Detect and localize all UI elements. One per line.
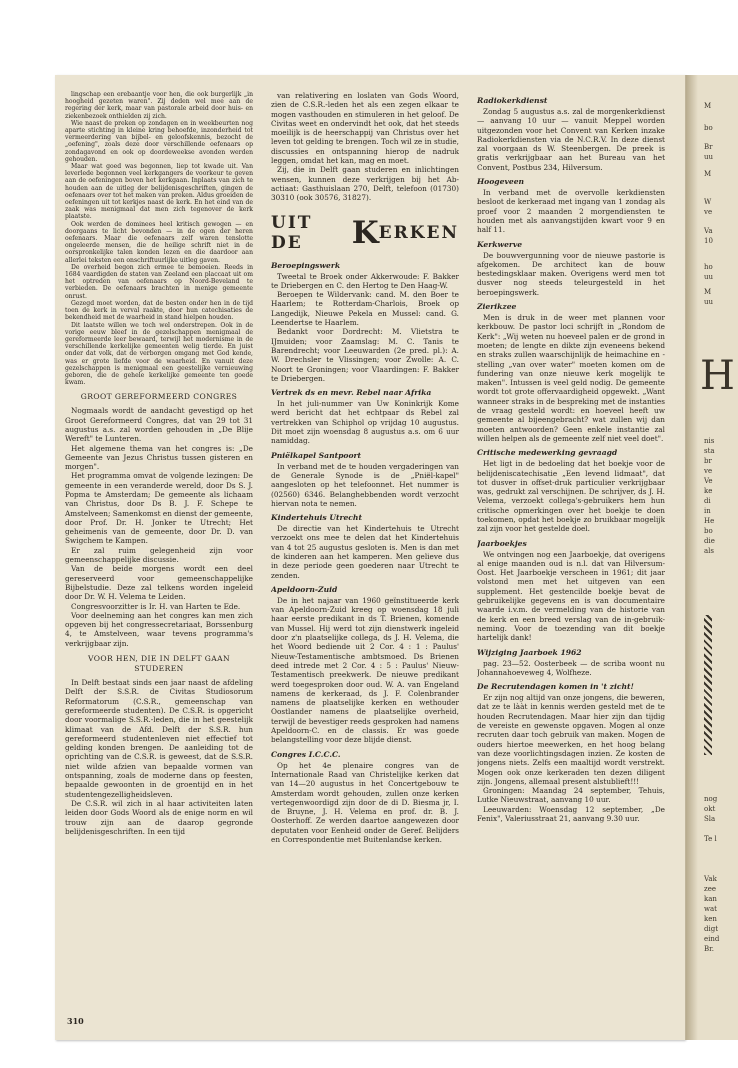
adjacent-text-fragment: He <box>704 517 715 525</box>
section-heading: Kerkwerve <box>477 239 523 249</box>
section-heading: Pniëlkapel Santpoort <box>271 450 362 460</box>
banner-initial: K <box>351 214 379 251</box>
paragraph: Nogmaals wordt de aandacht gevestigd op het Groot Gereformeerd Congres, dat van 29 tot 31 augustus a.s. zal worden gehouden in „De Blije Wereft" te Lunteren. <box>65 406 253 444</box>
studeren-article <box>65 678 253 836</box>
vertrek-article <box>271 399 459 445</box>
banner-prefix: UIT DE <box>271 212 313 253</box>
kindertehuis-article <box>271 524 459 580</box>
paragraph: In verband met de overvolle kerkdiensten besloot de kerkeraad met ingang van 1 zondag als proef voor 2 maanden 2 morgendiensten te houden met als aanvangstijden kwart voor 9 en half 11. <box>477 188 665 235</box>
paragraph: lingschap een erebaantje voor hen, die ook burgerlijk „in hoogheid gezeten waren". Zij deden wel mee aan de regering der kerk, maar van pastorale arbeid door huis- en ziekenbezoek onthielden zij zich. <box>65 91 253 120</box>
paragraph: van relativering en loslaten van Gods Woord, zien de C.S.R.-leden het als een zegen elkaar te mogen vasthouden en stimuleren in het geloof. De Civitas weet en ondervindt het ook, dat het steeds moeilijk is de heerschappij van Christus over het leven tot gelding te brengen. Toch wil ze in studie, discussies en ontspanning hierop de nadruk leggen, omdat het kan, mag en moet. <box>271 91 459 166</box>
adjacent-text-fragment: Sla <box>704 815 716 823</box>
adjacent-text-fragment: okt <box>704 805 716 813</box>
uit-de-kerken-banner <box>271 213 459 253</box>
paragraph: Groningen: Maandag 24 september, Tehuis, Lutke Nieuwstraat, aanvang 10 uur. <box>477 786 665 805</box>
paragraph: De C.S.R. wil zich in al haar activiteiten laten leiden door Gods Woord als de enige norm en wil trouw zijn aan de daarop gegronde belijdenisgeschriften. In een tijd <box>65 798 253 836</box>
paragraph: Het ligt in de bedoeling dat het boekje voor de belijdeniscatechisatie „Een levend lidmaat", dat tot dusver in offset-druk particulier verkrijgbaar was, gedrukt zal verschijnen. De schrijver, ds J. H. Velema, verzoekt collega's-gebruikers hem hun critische opmerkingen over het boekje te doen toekomen, opdat het boekje zo bruikbaar mogelijk zal zijn voor het gestelde doel. <box>477 459 665 534</box>
section-heading: Radiokerkdienst <box>477 96 548 105</box>
section-heading: Vertrek ds en mevr. Rebel naar Afrika <box>271 388 432 398</box>
paragraph: Het algemene thema van het congres is: „De Gemeente van Jezus Christus tussen gisteren en morgen". <box>65 443 253 472</box>
paragraph: Er zal ruim gelegenheid zijn voor gemeenschappelijke discussie. <box>65 545 253 565</box>
hoogeveen-article <box>477 188 665 234</box>
adjacent-text-fragment: ve <box>704 467 713 475</box>
paragraph: De directie van het Kindertehuis te Utrecht verzoekt ons mee te delen dat het Kindertehuis van 4 tot 25 augustus gesloten is. Men is dan met de kinderen aan het kamperen. Men gelieve dus in deze periode geen goederen naar Utrecht te zenden. <box>271 524 459 580</box>
apeldoorn-article <box>271 596 459 745</box>
section-heading: Zierikzee <box>477 302 517 312</box>
intro-article <box>65 91 253 386</box>
kerkwerve-article <box>477 251 665 297</box>
adjacent-page-edge <box>685 75 738 1040</box>
paragraph: Wie naast de preken op zondagen en in weekbeurten nog aparte stichting in kleine kring behoefde, inzonderheid tot vermeerdering van bijbel- en geloofskennis, bezocht de „oefening", zoals deze door verschillende oefenaars op zondagavond en ook op doordeweekse avonden werden gehouden. <box>65 119 253 163</box>
paragraph: Er zijn nog altijd van onze jongens, die beweren, dat ze te lààt in kennis werden gesteld met de te houden Recrutendagen. Maar hier zijn dan tijdig de vereiste en gewenste opgaven. Mogen al onze recruten daar toch gebruik van maken. Mogen de ouders hiertoe meewerken, en het hoog belang van deze voorlichtingsdagen inzien. Ze kosten de jongens niets. Zelfs een maaltijd wordt verstrekt. Mogen ook onze kerkeraden ten dezen diligent zijn. Jongens, allemaal present alstublieft!!! <box>477 693 665 786</box>
congres-icc-article <box>271 761 459 845</box>
adjacent-text-fragment: sta <box>704 447 715 455</box>
adjacent-text-fragment: M <box>704 170 712 178</box>
paragraph: Gezegd moet worden, dat de besten onder hen in de tijd toen de kerk in verval raakte, door hun catechisaties de bekendheid met de waarheid in stand hielpen houden. <box>65 299 253 322</box>
paragraph: Van de beide morgens wordt een deel gereserveerd voor gemeenschappelijke Bijbelstudie. Deze zal telkens worden ingeleid door Dr. W. H. Velema te Leiden. <box>65 564 253 602</box>
page-number: 310 <box>67 1016 84 1026</box>
adjacent-text-fragment: ken <box>704 915 717 923</box>
section-heading: Beroepingswerk <box>271 260 341 270</box>
adjacent-text-fragment: Ve <box>704 477 713 485</box>
banner-rest: ERKEN <box>378 222 459 243</box>
adjacent-text-fragment: uu <box>704 298 714 306</box>
section-heading: Critische medewerking gevraagd <box>477 448 618 458</box>
critische-article <box>477 459 665 533</box>
adjacent-text-fragment: bo <box>704 124 713 132</box>
paragraph: De in het najaar van 1960 geïnstitueerde kerk van Apeldoorn-Zuid kreeg op woensdag 18 juli haar eerste predikant in ds T. Brienen, komende van Mussel. Hij werd tot zijn dienstwerk ingeleid door z'n plaatselijke collega, ds J. H. Velema, die het Woord bediende uit 2 Cor. 4 : 1 : Paulus' Nieuw-Testamentische ambtsmoed. Ds Brienen deed intrede met 2 Cor. 4 : 5 : Paulus' Nieuw-Testamentisch preekwerk. De nieuwe predikant werd toegesproken door oud. W. A. van Engeland namens de kerkeraad, ds J. F. Colenbrander namens de plaatselijke kerken en wethouder Oostlander namens de plaatselijke overheid, terwijl de bevestiger reeds gesproken had namens Apeldoorn-C. en de classis. Er was goede belangstelling voor deze blijde dienst. <box>271 595 459 745</box>
adjacent-text-fragment: kan <box>704 895 717 903</box>
adjacent-text-fragment: uu <box>704 153 714 161</box>
adjacent-text-fragment: digt <box>704 925 719 933</box>
paragraph: Het programma omvat de volgende lezingen: De gemeente in een veranderde wereld, door Ds S. J. Popma te Amsterdam; De gemeente als lichaam van Christus, door Ds B. J. F. Schepe te Amstelveen; Samenkomst en dienst der gemeente, door Prof. Dr. H. Jonker te Utrecht; Het geheimenis van de gemeente, door Dr. D. van Swigchem te Kampen. <box>65 471 253 546</box>
adjacent-text-fragment: uu <box>704 273 714 281</box>
wijziging-article <box>477 659 665 678</box>
newspaper-page <box>55 75 685 1040</box>
adjacent-text-fragment: wat <box>704 905 717 913</box>
adjacent-text-fragment: di <box>704 497 711 505</box>
adjacent-text-fragment: M <box>704 102 712 110</box>
paragraph: In het juli-nummer van Uw Koninkrijk Kome werd bericht dat het echtpaar ds Rebel zal vertrekken van Schiphol op vrijdag 10 augustus. Dit moet zijn woensdag 8 augustus a.s. om 6 uur namiddag. <box>271 399 459 446</box>
paragraph: Bedankt voor Dordrecht: M. Vlietstra te IJmuiden; voor Zaamslag: M. C. Tanis te Barendrecht; voor Leeuwarden (2e pred. pl.): A. W. Drechsler te Vlissingen; voor Zwolle: A. C. Noort te Groningen; voor Vlaardingen: F. Bakker te Driebergen. <box>271 327 459 383</box>
adjacent-text-fragment: Te l <box>704 835 717 843</box>
column-middle <box>271 91 459 1001</box>
paragraph: Tweetal te Broek onder Akkerwoude: F. Bakker te Driebergen en C. den Hertog te Den Haag-W. <box>271 271 459 290</box>
paragraph: Men is druk in de weer met plannen voor kerkbouw. De pastor loci schrijft in „Rondom de Kerk": „Wij weten nu hoeveel palen er de grond in moeten; de lengte en dikte zijn eveneens bekend en straks zullen waarschijnlijk de heimachine en -stelling „van over water" moeten komen om de fundering van onze nieuwe kerk mogelijk te maken". Intussen is veel geld nodig. De gemeente wordt tot grote offervaardigheid opgewekt. „Want wanneer straks in de bespreking met de instanties de vraag gesteld wordt: en hoeveel heeft uw gemeente al bijeengebracht? wat zullen wij dan moeten antwoorden? Geen enkele instantie zal willen helpen als de gemeente zelf niet veel doet". <box>477 313 665 443</box>
section-heading: Wijziging Jaarboek 1962 <box>477 647 582 657</box>
continued-article <box>271 91 459 203</box>
section-heading-congres: GROOT GEREFORMEERD CONGRES <box>80 392 238 402</box>
paragraph: Voor deelneming aan het congres kan men zich opgeven bij het congressecretariaat, Borssenburg 4, te Amstelveen, waar tevens programma's verkrijgbaar zijn. <box>65 610 253 648</box>
adjacent-text-fragment: M <box>704 288 712 296</box>
paragraph: pag. 23—52. Oosterbeek — de scriba woont nu Johannahoeveweg 4, Wolfheze. <box>477 658 665 677</box>
pnielkapel-article <box>271 462 459 508</box>
paragraph: In Delft bestaat sinds een jaar naast de afdeling Delft der S.S.R. de Civitas Studiosorum Reformatorum (C.S.R., gemeenschap van gereformeerde studenten). De C.S.R. is opgericht door voormalige S.S.R.-leden, die in het geestelijk klimaat van de Afd. Delft der S.S.R. hun gereformeerd studentenleven niet effectief tot gelding konden brengen. De aanleiding tot de oprichting van de C.S.R. is geweest, dat de S.S.R. niet wilde afzien van bepaalde vormen van ontspanning, zoals de moderne dans op feesten, bepaalde gewoonten in de groentijd en in het studentengezelligheidsleven. <box>65 678 253 799</box>
section-heading: Jaarboekjes <box>477 538 527 548</box>
section-heading: Hoogeveen <box>477 177 525 187</box>
adjacent-text-fragment: Br <box>704 143 713 151</box>
adjacent-text-fragment: zee <box>704 885 716 893</box>
paragraph: We ontvingen nog een Jaarboekje, dat overigens al enige maanden oud is n.l. dat van Hilversum-Oost. Het Jaarboekje verscheen in 1961; dit jaar volstond men met het uitgeven van een supplement. Het gestencilde boekje bevat de gebruikelijke gegevens en is van documentaire waarde i.v.m. de vermelding van de historie van de kerk en een breed verslag van de in-gebruik-neming. Voor de toezending van dit boekje hartelijk dank! <box>477 549 665 643</box>
zierikzee-article <box>477 313 665 443</box>
column-left <box>65 91 253 1001</box>
paragraph: De overheid begon zich ermee te bemoeien. Reeds in 1684 vaardigden de staten van Zeeland een placcaat uit om het optreden van oefenaars op Noord-Beveland te verbieden. De oefenaars brachten in menige gemeente onrust. <box>65 263 253 300</box>
adjacent-text-fragment: bo <box>704 527 713 535</box>
adjacent-text-fragment: nis <box>704 437 715 445</box>
adjacent-text-fragment: eind <box>704 935 720 943</box>
adjacent-text-fragment: W <box>704 198 712 206</box>
section-heading: Kindertehuis Utrecht <box>271 513 362 523</box>
adjacent-text-fragment: Br. <box>704 945 714 953</box>
section-heading: Apeldoorn-Zuid <box>271 584 338 594</box>
page-gutter-shadow <box>686 75 698 1040</box>
column-right <box>477 91 665 1001</box>
beroepingswerk-article <box>271 272 459 384</box>
paragraph: De bouwvergunning voor de nieuwe pastorie is afgekomen. De architect kan de bouw bestedingsklaar maken. Overigens werd men tot dusver nog steeds teleurgesteld in het beroepingswerk. <box>477 250 665 297</box>
paragraph: Zij, die in Delft gaan studeren en inlichtingen wensen, kunnen deze verkrijgen bij het Ab-actiaat: Gasthuislaan 270, Delft, telefoon (01730) 30310 (ook 30576, 31827). <box>271 165 459 203</box>
adjacent-text-fragment: als <box>704 547 715 555</box>
section-heading: Congres I.C.C.C. <box>271 749 341 759</box>
recrutendagen-article <box>477 693 665 823</box>
adjacent-text-fragment: 10 <box>704 237 713 245</box>
adjacent-text-fragment: in <box>704 507 711 515</box>
adjacent-large-letter: H <box>700 353 735 399</box>
paragraph: Congresvoorzitter is Ir. H. van Harten te Ede. <box>71 601 241 611</box>
paragraph: Maar wat goed was begonnen, liep tot kwade uit. Van leverlede begonnen veel kerkgangers de voorkeur te geven aan de oefeningen boven het kerkgaan. Inplaats van zich te houden aan de uitleg der belijdenisgeschriften, gingen de oefenaars over tot het maken van preken. Aldus groeiden de oefeningen uit tot kerkjes naast de kerk. En het eind van de zaak was menigmaal dat men zich tegenover de kerk plaatste. <box>65 163 253 221</box>
paragraph: In verband met de te houden vergaderingen van de Generale Synode is de „Pniël-kapel" aangesloten op het telefoonnet. Het nummer is (02560) 6346. Belanghebbenden wordt verzocht hiervan nota te nemen. <box>271 461 459 508</box>
decorative-border <box>704 615 712 755</box>
paragraph: Dit laatste willen we toch wel onderstrepen. Ook in de vorige eeuw bleef in de gezelschappen menigmaal de gereformeerde leer bewaard, terwijl het modernisme in de verschillende kerkelijke gemeenten welig tierde. En juist onder dat volk, dat de verborgen omgang met God kende, was er grote liefde voor de waarheid. En vanuit deze gezelschappen is menigmaal een geestelijke vernieuwing geboren, die de gehele kerkelijke gemeente ten goede kwam. <box>65 321 253 387</box>
paragraph: Op het 4e plenaire congres van de Internationale Raad van Christelijke kerken dat van 14—20 augustus in het Concertgebouw te Amsterdam wordt gehouden, zullen onze kerken vertegenwoordigd zijn door de di D. Biesma jr, I. de Bruyne, J. H. Velema en prof. dr. B. J. Oosterhoff. Ze werden daartoe aangewezen door deputaten voor Eenheid onder de Geref. Belijders en Correspondentie met Buitenlandse kerken. <box>271 760 459 844</box>
paragraph: Beroepen te Wildervank: cand. M. den Boer te Haarlem; te Rotterdam-Charlois, Broek op Langedijk, Nieuwe Pekela en Mussel: cand. G. Leendertse te Haarlem. <box>271 290 459 328</box>
adjacent-text-fragment: ho <box>704 263 713 271</box>
jaarboekjes-article <box>477 550 665 643</box>
radio-article <box>477 107 665 172</box>
adjacent-text-fragment: die <box>704 537 715 545</box>
adjacent-text-fragment: ke <box>704 487 713 495</box>
section-heading-studeren: VOOR HEN, DIE IN DELFT GAAN STUDEREN <box>87 654 231 674</box>
paragraph: Ook werden de dominees heel kritisch gewogen — en doorgaans te licht bevonden — in de ogen der heren oefenaars. Maar die oefenaars zelf waren tenslotte ongeleerde mensen, die de heilige schrift niet in de oorspronkelijke talen konden lezen en die daardoor aan allerlei teksten een onschriftuurlijke uitleg gaven. <box>65 220 253 264</box>
adjacent-text-fragment: Vak <box>704 875 717 883</box>
section-heading: De Recrutendagen komen in 't zicht! <box>477 682 634 692</box>
congres-article <box>65 406 253 648</box>
adjacent-text-fragment: Va <box>704 227 713 235</box>
adjacent-text-fragment: ve <box>704 208 713 216</box>
paragraph: Leeuwarden: Woensdag 12 september, „De Fenix", Valeriusstraat 21, aanvang 9.30 uur. <box>477 804 665 823</box>
adjacent-text-fragment: nog <box>704 795 718 803</box>
paragraph: Zondag 5 augustus a.s. zal de morgenkerkdienst — aanvang 10 uur — vanuit Meppel worden uitgezonden voor het Convent van Kerken inzake Radiokerkdiensten via de N.C.R.V. In deze dienst zal voorgaan ds W. Steenbergen. De preek is gratis verkrijgbaar aan het Bureau van het Convent, Postbus 234, Hilversum. <box>477 107 665 172</box>
adjacent-text-fragment: br <box>704 457 712 465</box>
